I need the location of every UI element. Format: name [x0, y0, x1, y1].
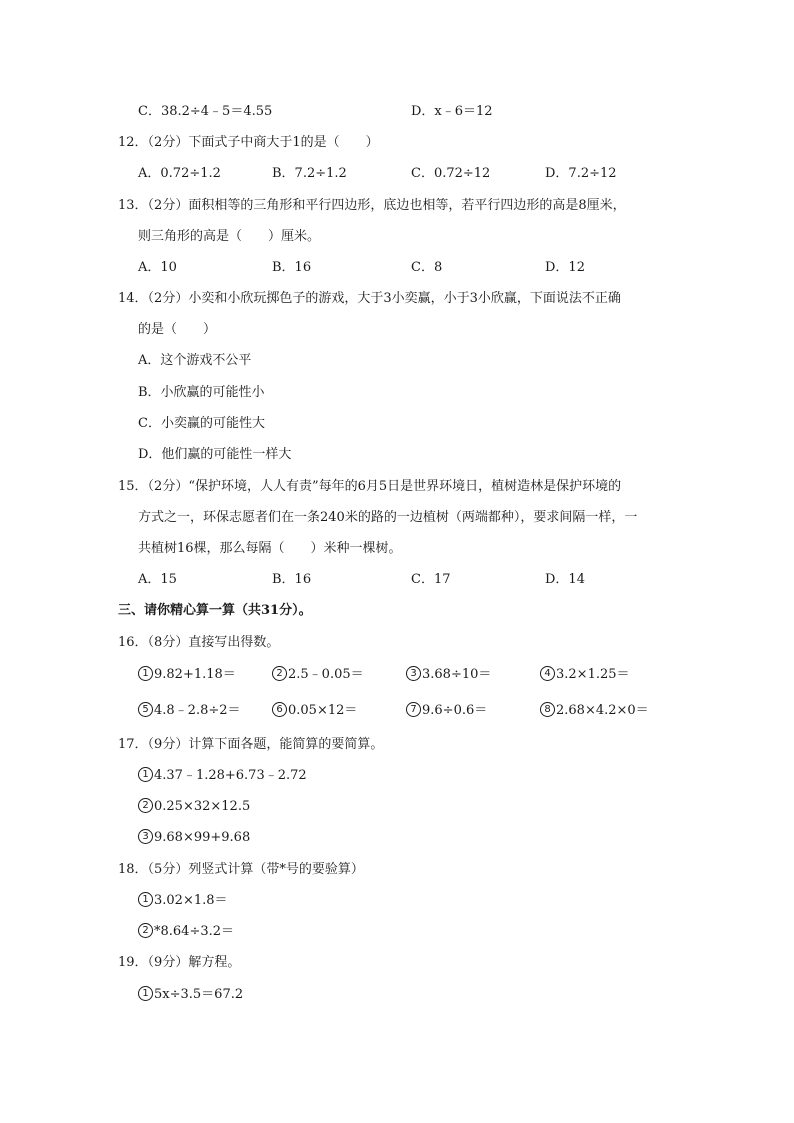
- q14-stem-line1: 14．（2分）小奕和小欣玩掷色子的游戏，大于3小奕赢，小于3小欣赢，下面说法不正确: [118, 291, 621, 306]
- q18-item-1: [138, 891, 228, 911]
- circled-number: 7: [406, 702, 421, 717]
- q14-option-d: D．他们赢的可能性一样大: [138, 447, 292, 462]
- q15-stem-line2: 方式之一，环保志愿者们在一条240米的路的一边植树（两端都种），要求间隔一样，一: [138, 510, 638, 525]
- q14-option-c: C．小奕赢的可能性大: [138, 416, 265, 431]
- q18-item-2-expr: *8.64÷3.2＝: [154, 924, 235, 939]
- q17-item-3-expr: 9.68×99+9.68: [154, 830, 251, 845]
- q19-stem: 19．（9分）解方程。: [118, 955, 241, 970]
- circled-number: 2: [138, 798, 153, 813]
- q17-item-2-expr: 0.25×32×12.5: [154, 799, 251, 814]
- q16-item-4: [540, 665, 630, 685]
- q16-item-5-expr: 4.8﹣2.8÷2＝: [154, 703, 241, 718]
- q14-option-b: B．小欣赢的可能性小: [138, 385, 265, 400]
- q13-stem-line2: 则三角形的高是（ ）厘米。: [138, 229, 321, 244]
- q15-option-a: A．15: [138, 572, 177, 587]
- q17-item-1-expr: 4.37﹣1.28+6.73﹣2.72: [154, 768, 307, 783]
- q17-item-2: [138, 797, 250, 817]
- q18-item-2: [138, 922, 234, 942]
- q12-option-a: A．0.72÷1.2: [138, 166, 221, 181]
- q17-item-3: [138, 828, 250, 848]
- q16-item-3: [406, 665, 491, 685]
- q11-option-c: C．38.2÷4﹣5＝4.55: [138, 104, 273, 119]
- circled-number: 1: [138, 986, 153, 1001]
- q15-stem-line3: 共植树16棵，那么每隔（ ）米种一棵树。: [138, 541, 402, 556]
- circled-number: 8: [540, 702, 555, 717]
- q15-option-c: C．17: [411, 572, 451, 587]
- q14-stem-line2: 的是（ ）: [138, 322, 217, 337]
- q13-option-b: B．16: [272, 260, 312, 275]
- q16-item-7: [406, 701, 487, 721]
- section-3-title: 三、请你精心算一算（共31分）。: [118, 603, 312, 618]
- q16-item-4-expr: 3.2×1.25＝: [556, 667, 630, 682]
- q14-option-a: A．这个游戏不公平: [138, 353, 252, 368]
- circled-number: 2: [272, 666, 287, 681]
- q16-item-5: [138, 701, 241, 721]
- q16-item-6-expr: 0.05×12＝: [288, 703, 358, 718]
- q18-stem: 18．（5分）列竖式计算（带*号的要验算）: [118, 862, 364, 877]
- q12-option-b: B．7.2÷1.2: [272, 166, 347, 181]
- circled-number: 6: [272, 702, 287, 717]
- circled-number: 1: [138, 767, 153, 782]
- q18-item-1-expr: 3.02×1.8＝: [154, 893, 228, 908]
- q16-item-8-expr: 2.68×4.2×0＝: [556, 703, 649, 718]
- q12-option-c: C．0.72÷12: [411, 166, 491, 181]
- circled-number: 2: [138, 923, 153, 938]
- q16-item-3-expr: 3.68÷10＝: [422, 667, 492, 682]
- q16-stem: 16．（8分）直接写出得数。: [118, 635, 280, 650]
- circled-number: 3: [138, 829, 153, 844]
- circled-number: 3: [406, 666, 421, 681]
- q17-stem: 17．（9分）计算下面各题，能简算的要简算。: [118, 737, 384, 752]
- q16-item-6: [272, 701, 357, 721]
- q19-item-1: [138, 985, 243, 1005]
- q16-item-8: [540, 701, 649, 721]
- circled-number: 4: [540, 666, 555, 681]
- q16-item-2-expr: 2.5﹣0.05＝: [288, 667, 364, 682]
- q16-item-2: [272, 665, 364, 685]
- q16-item-1-expr: 9.82+1.18＝: [154, 667, 236, 682]
- q16-item-1: [138, 665, 236, 685]
- q13-option-c: C．8: [411, 260, 443, 275]
- q17-item-1: [138, 766, 307, 786]
- q19-item-1-expr: 5x÷3.5＝67.2: [154, 987, 244, 1002]
- q12-stem: 12．（2分）下面式子中商大于1的是（ ）: [118, 135, 379, 150]
- q12-option-d: D．7.2÷12: [545, 166, 617, 181]
- q16-item-7-expr: 9.6÷0.6＝: [422, 703, 488, 718]
- q15-option-b: B．16: [272, 572, 312, 587]
- circled-number: 1: [138, 666, 153, 681]
- circled-number: 1: [138, 892, 153, 907]
- q11-option-d: D．x﹣6＝12: [411, 104, 493, 119]
- q15-stem-line1: 15．（2分）“保护环境，人人有责”每年的6月5日是世界环境日，植树造林是保护环境的: [118, 479, 622, 494]
- q13-option-a: A．10: [138, 260, 177, 275]
- circled-number: 5: [138, 702, 153, 717]
- q13-option-d: D．12: [545, 260, 585, 275]
- q13-stem-line1: 13．（2分）面积相等的三角形和平行四边形，底边也相等，若平行四边形的高是8厘米，: [118, 198, 626, 213]
- q15-option-d: D．14: [545, 572, 585, 587]
